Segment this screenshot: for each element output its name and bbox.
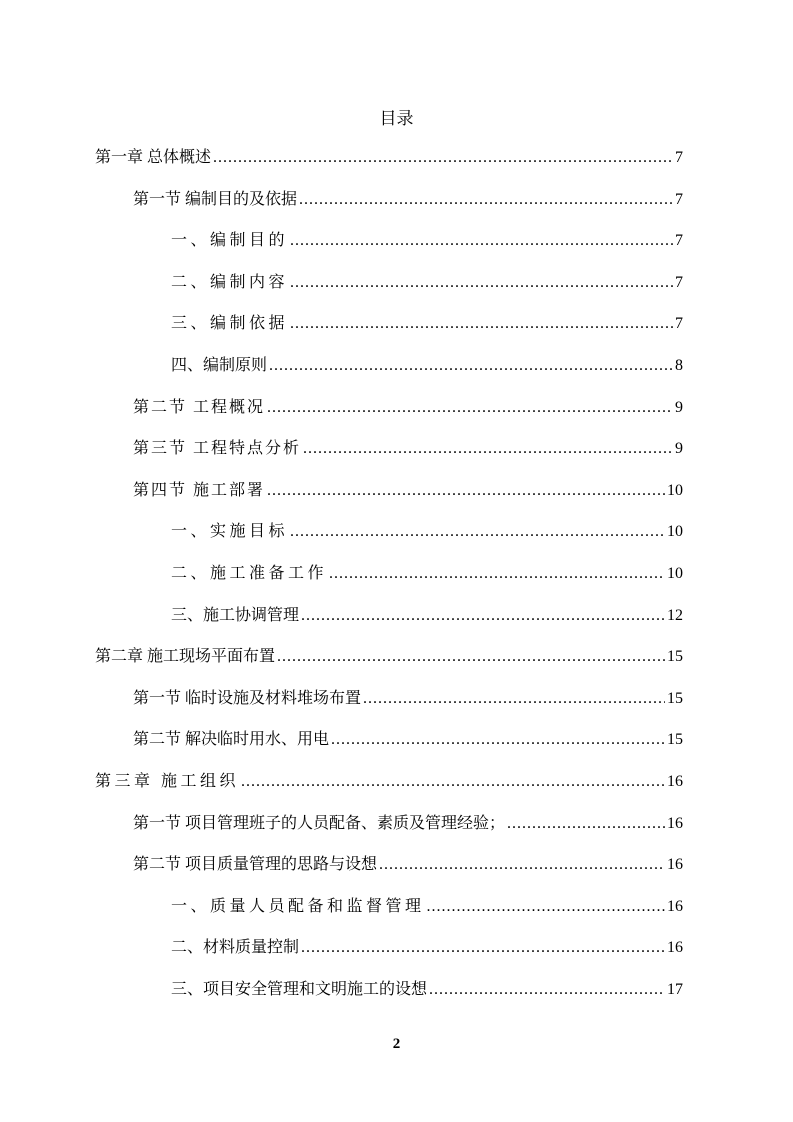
toc-entry-page: 15 xyxy=(667,648,683,666)
toc-entry-title: 第四节 施工部署 xyxy=(133,481,266,499)
toc-entry-title: 一、实施目标 xyxy=(171,523,289,541)
toc-entry-page: 10 xyxy=(667,564,683,582)
dot-leader xyxy=(303,437,673,461)
dot-leader xyxy=(429,978,665,1002)
toc-entry[interactable] xyxy=(95,853,683,895)
toc-entry-page: 12 xyxy=(667,606,683,624)
dot-leader xyxy=(267,479,665,503)
toc-entry-page: 10 xyxy=(667,481,683,499)
toc-entry-title: 二、材料质量控制 xyxy=(171,939,300,957)
toc-entry-page: 15 xyxy=(667,731,683,749)
toc-entry-title: 第二节 解决临时用水、用电 xyxy=(133,731,330,749)
toc-entry-title: 第二节 工程概况 xyxy=(133,398,266,416)
dot-leader xyxy=(301,604,665,628)
toc-entry[interactable] xyxy=(95,354,683,396)
toc-entry[interactable] xyxy=(95,812,683,854)
toc-entry[interactable] xyxy=(95,770,683,812)
toc-entry-page: 7 xyxy=(675,232,683,250)
dot-leader xyxy=(269,354,673,378)
toc-entry-title: 一、编制目的 xyxy=(171,232,289,250)
dot-leader xyxy=(267,396,673,420)
toc-entry[interactable] xyxy=(95,312,683,354)
toc-entry[interactable] xyxy=(95,687,683,729)
toc-entry-title: 一、质量人员配备和监督管理 xyxy=(171,897,425,915)
toc-entry[interactable] xyxy=(95,479,683,521)
toc-entry[interactable] xyxy=(95,520,683,562)
dot-leader xyxy=(507,812,665,836)
toc-entry[interactable] xyxy=(95,562,683,604)
toc-entry-title: 第一节 项目管理班子的人员配备、素质及管理经验； xyxy=(133,814,506,832)
dot-leader xyxy=(290,520,665,544)
dot-leader xyxy=(363,687,665,711)
dot-leader xyxy=(427,895,665,919)
toc-entry-page: 16 xyxy=(667,814,683,832)
toc-entry[interactable] xyxy=(95,728,683,770)
toc-title: 目录 xyxy=(379,109,414,128)
toc-entry[interactable] xyxy=(95,895,683,937)
toc-entry-title: 四、编制原则 xyxy=(171,356,268,374)
toc-entry-page: 7 xyxy=(675,315,683,333)
dot-leader xyxy=(331,728,665,752)
dot-leader xyxy=(290,229,673,253)
toc-entry-page: 15 xyxy=(667,689,683,707)
toc-entry[interactable] xyxy=(95,437,683,479)
dot-leader xyxy=(379,853,665,877)
toc-entry-page: 9 xyxy=(675,440,683,458)
toc-entry-page: 16 xyxy=(667,856,683,874)
toc-entry-page: 16 xyxy=(667,772,683,790)
toc-entry-page: 7 xyxy=(675,273,683,291)
toc-entry-title: 第三章 施工组织 xyxy=(95,772,240,790)
toc-entry[interactable] xyxy=(95,936,683,978)
table-of-contents xyxy=(95,146,683,1019)
toc-entry-page: 7 xyxy=(675,190,683,208)
dot-leader xyxy=(277,645,665,669)
toc-entry[interactable] xyxy=(95,396,683,438)
toc-entry-page: 16 xyxy=(667,897,683,915)
page-number: 2 xyxy=(392,1036,401,1052)
dot-leader xyxy=(301,936,665,960)
toc-entry-page: 7 xyxy=(675,149,683,166)
toc-entry-page: 8 xyxy=(675,356,683,374)
toc-entry[interactable] xyxy=(95,271,683,313)
dot-leader xyxy=(290,271,673,295)
toc-entry[interactable] xyxy=(95,645,683,687)
toc-entry-title: 三、项目安全管理和文明施工的设想 xyxy=(171,980,428,998)
toc-entry-title: 第二节 项目质量管理的思路与设想 xyxy=(133,856,378,874)
toc-entry-title: 三、编制依据 xyxy=(171,315,289,333)
dot-leader xyxy=(329,562,665,586)
toc-entry-page: 9 xyxy=(675,398,683,416)
toc-entry[interactable] xyxy=(95,604,683,646)
toc-entry-title: 二、编制内容 xyxy=(171,273,289,291)
toc-entry[interactable] xyxy=(95,229,683,271)
dot-leader xyxy=(213,146,673,170)
toc-entry-title: 三、施工协调管理 xyxy=(171,606,300,624)
toc-entry-page: 17 xyxy=(667,980,683,998)
toc-entry-title: 第三节 工程特点分析 xyxy=(133,440,302,458)
toc-entry-page: 10 xyxy=(667,523,683,541)
dot-leader xyxy=(299,188,673,212)
toc-entry-title: 二、施工准备工作 xyxy=(171,564,328,582)
toc-entry[interactable] xyxy=(95,978,683,1020)
toc-entry[interactable] xyxy=(95,146,683,188)
dot-leader xyxy=(290,312,673,336)
dot-leader xyxy=(241,770,665,794)
toc-entry[interactable] xyxy=(95,188,683,230)
toc-entry-title: 第一节 编制目的及依据 xyxy=(133,190,298,208)
toc-entry-page: 16 xyxy=(667,939,683,957)
toc-entry-title: 第一节 临时设施及材料堆场布置 xyxy=(133,689,362,707)
toc-entry-title: 第一章 总体概述 xyxy=(95,149,212,166)
toc-entry-title: 第二章 施工现场平面布置 xyxy=(95,648,276,666)
